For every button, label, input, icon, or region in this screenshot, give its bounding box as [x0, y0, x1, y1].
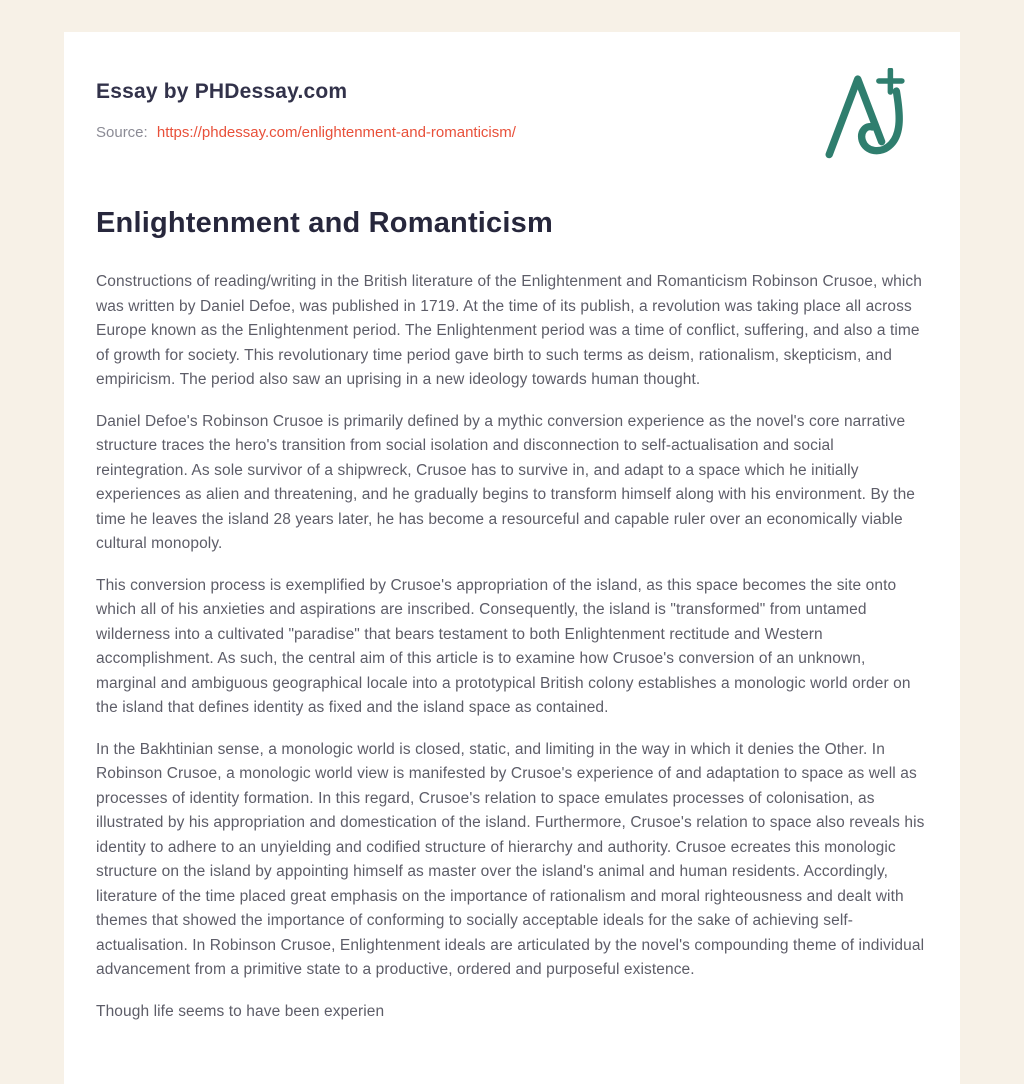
article-body	[96, 270, 928, 1024]
essay-card	[64, 32, 960, 1084]
phdessay-logo-icon	[820, 68, 912, 162]
paragraph: This conversion process is exemplified by Crusoe's appropriation of the island, as this space becomes the site onto which all of his anxieties and aspirations are inscribed. Consequently, the island is "transformed" from untamed wilderness into a cultivated "paradise" that bears testament to both Enlightenment rectitude and Western accomplishment. As such, the central aim of this article is to examine how Crusoe's conversion of an unknown, marginal and ambiguous geographical locale into a prototypical British colony establishes a monologic world order on the island that defines identity as fixed and the island space as contained.	[96, 576, 911, 716]
paragraph: In the Bakhtinian sense, a monologic world is closed, static, and limiting in the way in which it denies the Other. In Robinson Crusoe, a monologic world view is manifested by Crusoe's experience of and adaptation to space as well as processes of identity formation. In this regard, Crusoe's relation to space emulates processes of colonisation, as illustrated by his appropriation and domestication of the island. Furthermore, Crusoe's relation to space also reveals his identity to adhere to an unyielding and codified structure of hierarchy and authority. Crusoe ecreates this monologic structure on the island by appointing himself as master over the island's animal and human residents. Accordingly, literature of the time placed great emphasis on the importance of rationalism and moral righteousness and dealt with themes that showed the importance of conforming to socially acceptable ideals for the sake of achieving self-actualisation. In Robinson Crusoe, Enlightenment ideals are articulated by the novel's compounding theme of individual advancement from a primitive state to a productive, ordered and purposeful existence.	[96, 740, 925, 978]
header	[96, 80, 928, 141]
paragraph: Though life seems to have been experien	[96, 1002, 385, 1020]
paragraph: Constructions of reading/writing in the British literature of the Enlightenment and Romanticism Robinson Crusoe, which was written by Daniel Defoe, was published in 1719. At the time of its publish, a revolution was taking place all across Europe known as the Enlightenment period. The Enlightenment period was a time of conflict, suffering, and also a time of growth for society. This revolutionary time period gave birth to such terms as deism, rationalism, skepticism, and empiricism. The period also saw an uprising in a new ideology towards human thought.	[96, 273, 922, 388]
paragraph: Daniel Defoe's Robinson Crusoe is primarily defined by a mythic conversion experience as the novel's core narrative structure traces the hero's transition from social isolation and disconnection to self-actualisation and social reintegration. As sole survivor of a shipwreck, Crusoe has to survive in, and adapt to a space which he initially experiences as alien and threatening, and he gradually begins to transform himself along with his environment. By the time he leaves the island 28 years later, he has become a resourceful and capable ruler over an economically viable cultural monopoly.	[96, 412, 916, 552]
source-row	[96, 124, 928, 141]
source-label: Source:	[96, 124, 148, 141]
page-title: Enlightenment and Romanticism	[96, 207, 553, 239]
byline: Essay by PHDessay.com	[96, 80, 348, 103]
source-link[interactable]: https://phdessay.com/enlightenment-and-romanticism/	[156, 124, 516, 141]
